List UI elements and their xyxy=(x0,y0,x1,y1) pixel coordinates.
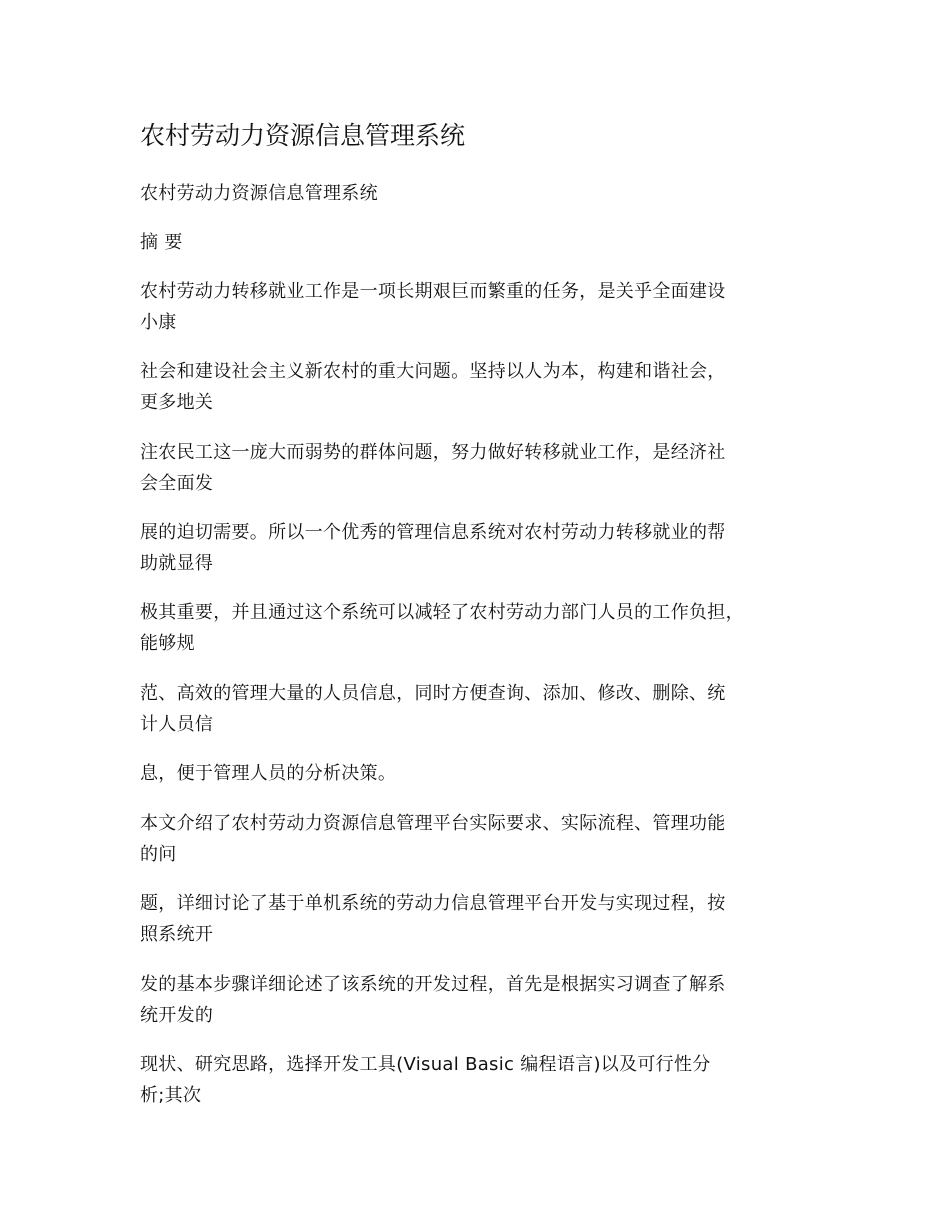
line: 会全面发 xyxy=(140,473,214,494)
line: 题，详细讨论了基于单机系统的劳动力信息管理平台开发与实现过程，按 xyxy=(140,893,726,914)
paragraph xyxy=(140,517,830,579)
abstract-heading: 摘 要 xyxy=(140,232,183,253)
line: 现状、研究思路，选择开发工具(Visual Basic 编程语言)以及可行性分 xyxy=(140,1054,711,1075)
paragraph xyxy=(140,888,830,950)
paragraph xyxy=(140,969,830,1031)
line: 能够规 xyxy=(140,633,195,654)
line: 小康 xyxy=(140,312,177,333)
line: 析;其次 xyxy=(140,1085,202,1106)
line: 范、高效的管理大量的人员信息，同时方便查询、添加、修改、删除、统 xyxy=(140,683,726,704)
paragraph xyxy=(140,678,830,740)
line: 极其重要，并且通过这个系统可以减轻了农村劳动力部门人员的工作负担， xyxy=(140,602,744,623)
line: 展的迫切需要。所以一个优秀的管理信息系统对农村劳动力转移就业的帮 xyxy=(140,522,726,543)
line: 助就显得 xyxy=(140,553,214,574)
line: 计人员信 xyxy=(140,714,214,735)
line: 社会和建设社会主义新农村的重大问题。坚持以人为本，构建和谐社会， xyxy=(140,361,726,382)
document-title: 农村劳动力资源信息管理系统 xyxy=(140,121,466,150)
line: 照系统开 xyxy=(140,924,214,945)
line: 注农民工这一庞大而弱势的群体问题，努力做好转移就业工作，是经济社 xyxy=(140,442,726,463)
line: 发的基本步骤详细论述了该系统的开发过程，首先是根据实习调查了解系 xyxy=(140,974,726,995)
line: 的问 xyxy=(140,844,177,865)
paragraph xyxy=(140,597,830,659)
document-subtitle: 农村劳动力资源信息管理系统 xyxy=(140,183,378,204)
line: 农村劳动力转移就业工作是一项长期艰巨而繁重的任务，是关乎全面建设 xyxy=(140,281,726,302)
paragraph xyxy=(140,1049,830,1111)
line: 息，便于管理人员的分析决策。 xyxy=(140,763,397,784)
paragraph xyxy=(140,437,830,499)
line: 统开发的 xyxy=(140,1005,214,1026)
paragraph xyxy=(140,808,830,870)
paragraph xyxy=(140,356,830,418)
line: 更多地关 xyxy=(140,392,214,413)
paragraph xyxy=(140,276,830,338)
paragraph xyxy=(140,758,830,789)
line: 本文介绍了农村劳动力资源信息管理平台实际要求、实际流程、管理功能 xyxy=(140,813,726,834)
